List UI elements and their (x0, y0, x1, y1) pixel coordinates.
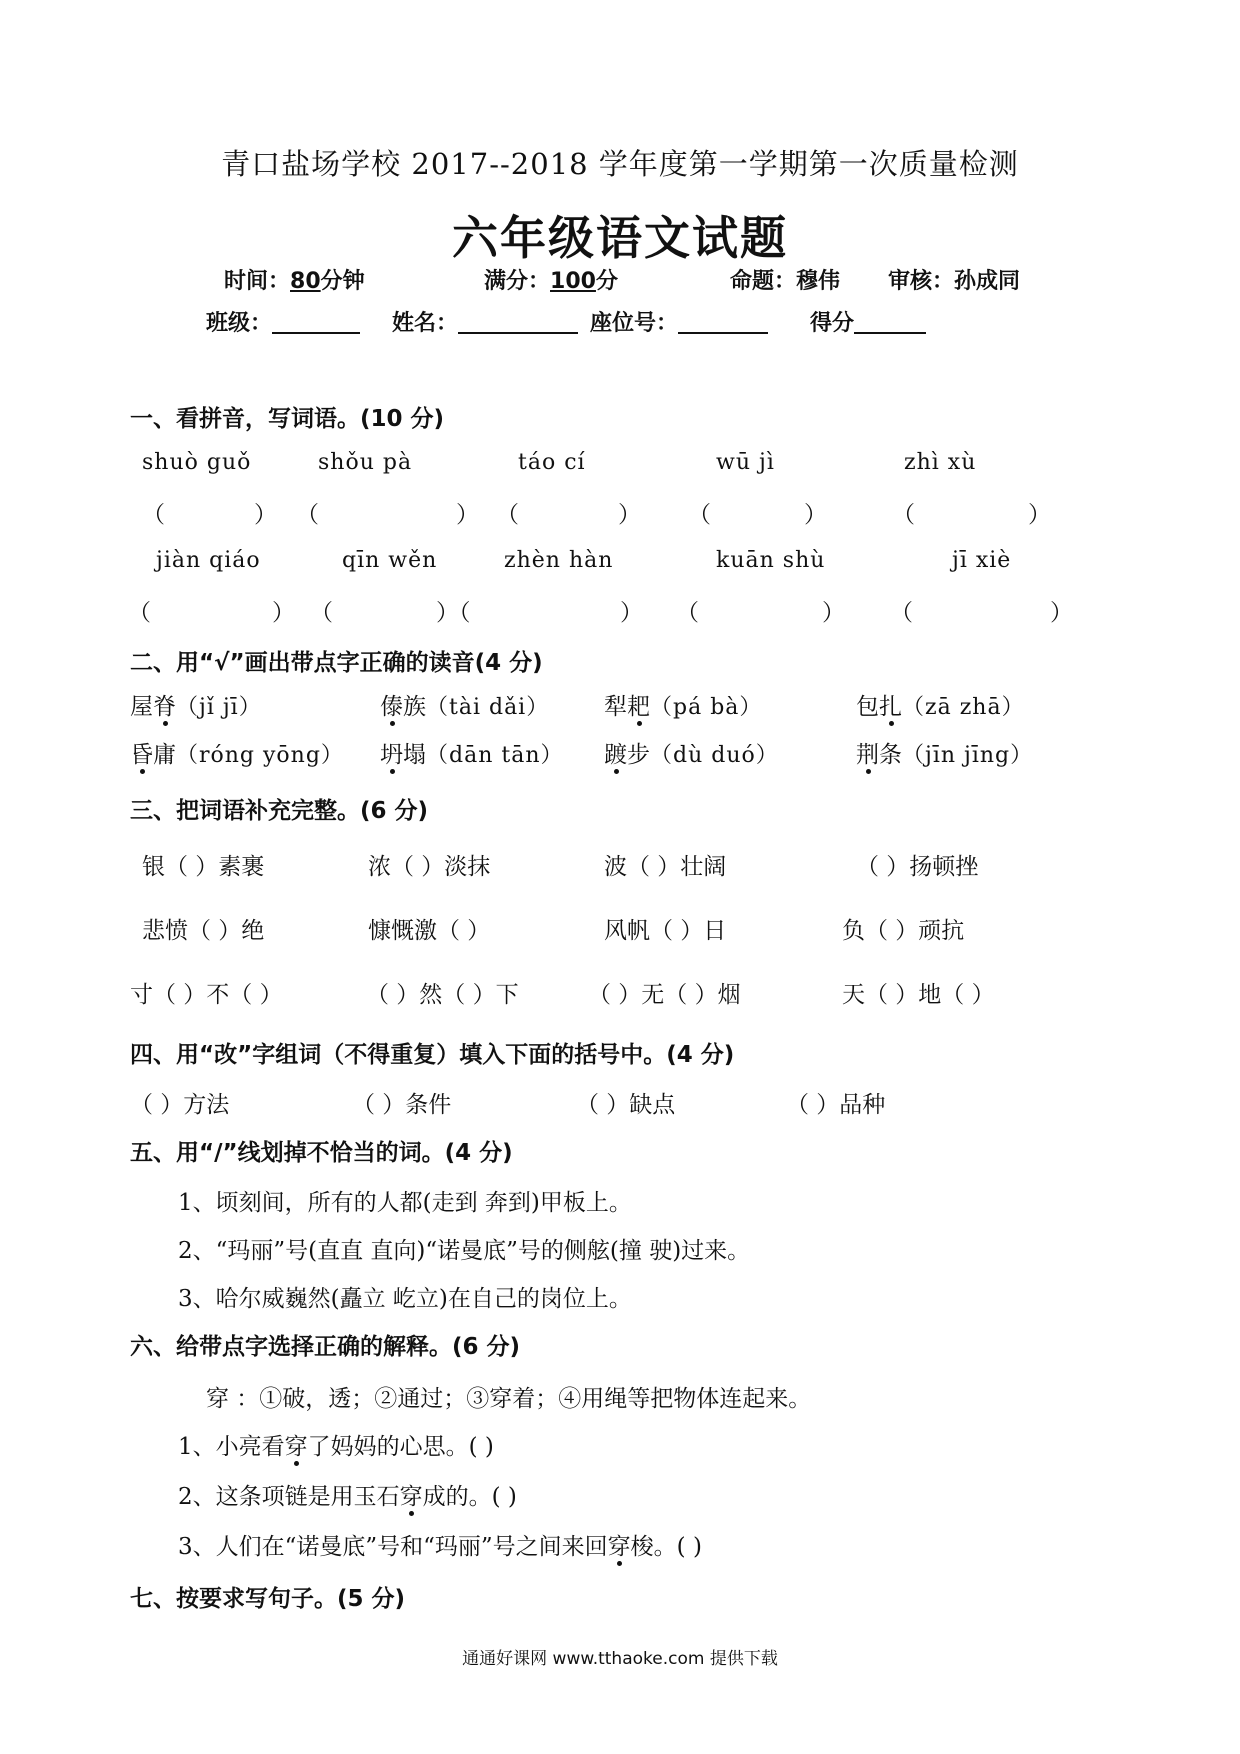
sentence-item[interactable]: 1、顷刻间，所有的人都(走到 奔到)甲板上。 (178, 1190, 632, 1216)
dotted-char: 穿 (399, 1484, 423, 1510)
reading-item[interactable]: 坍塌（dān tān） (380, 742, 564, 768)
dotted-char: 耙 (627, 694, 650, 720)
word-item[interactable]: （ ）缺点 (576, 1092, 676, 1118)
idiom-item[interactable]: 银（ ）素裹 (142, 854, 265, 880)
idiom-item[interactable]: （ ）扬顿挫 (856, 854, 979, 880)
answer-bracket[interactable]: （ (676, 600, 699, 626)
answer-bracket[interactable]: ） (618, 502, 641, 528)
section-7-heading: 七、按要求写句子。(5 分) (130, 1586, 406, 1612)
answer-bracket[interactable]: ） (620, 600, 643, 626)
sentence-item[interactable]: 3、人们在“诺曼底”号和“玛丽”号之间来回穿梭。( ) (178, 1534, 702, 1560)
answer-bracket[interactable]: ） (822, 600, 845, 626)
sentence-item[interactable]: 2、“玛丽”号(直直 直向)“诺曼底”号的侧舷(撞 驶)过来。 (178, 1238, 751, 1264)
class-field: 班级： (206, 306, 360, 337)
name-blank[interactable] (458, 312, 578, 334)
class-blank[interactable] (272, 312, 360, 334)
exam-title: 六年级语文试题 (452, 211, 788, 265)
sentence-item[interactable]: 3、哈尔威巍然(矗立 屹立)在自己的岗位上。 (178, 1286, 632, 1312)
reading-item[interactable]: 昏庸（róng yōng） (130, 742, 344, 768)
reading-item[interactable]: 傣族（tài dǎi） (380, 694, 550, 720)
page-footer: 通通好课网 www.tthaoke.com 提供下载 (462, 1649, 778, 1669)
time-value: 80 (290, 269, 321, 294)
answer-bracket[interactable]: ） (1028, 502, 1051, 528)
dotted-char: 穿 (607, 1534, 631, 1560)
answer-bracket[interactable]: （ (310, 600, 333, 626)
name-field: 姓名： (392, 306, 578, 337)
pinyin-item: jī xiè (952, 548, 1012, 573)
pinyin-item: qīn wěn (342, 548, 438, 573)
grade-blank[interactable] (854, 312, 926, 334)
idiom-item[interactable]: 慷慨激（ ） (368, 918, 491, 944)
dotted-char: 荆 (856, 742, 879, 768)
definition-line: 穿 ：①破，透；②通过；③穿着；④用绳等把物体连起来。 (206, 1386, 812, 1412)
answer-bracket[interactable]: ） (804, 502, 827, 528)
sentence-item[interactable]: 1、小亮看穿了妈妈的心思。( ) (178, 1434, 494, 1460)
idiom-item[interactable]: （ ）无（ ）烟 (588, 982, 741, 1008)
idiom-item[interactable]: 波（ ）壮阔 (604, 854, 727, 880)
reading-item[interactable]: 包扎（zā zhā） (856, 694, 1025, 720)
seat-blank[interactable] (678, 312, 768, 334)
section-4-heading: 四、用“改”字组词（不得重复）填入下面的括号中。(4 分) (130, 1042, 735, 1068)
reviewer-info: 审核：孙成同 (888, 269, 1021, 294)
section-3-heading: 三、把词语补充完整。(6 分) (130, 798, 429, 824)
reading-item[interactable]: 犁耙（pá bà） (604, 694, 763, 720)
answer-bracket[interactable]: （ (890, 600, 913, 626)
pinyin-item: zhì xù (904, 450, 977, 475)
idiom-item[interactable]: 悲愤（ ）绝 (142, 918, 265, 944)
answer-bracket[interactable]: ） (1050, 600, 1073, 626)
answer-bracket[interactable]: ）（ (436, 600, 471, 626)
pinyin-item: shuò guǒ (142, 450, 252, 475)
score-value: 100 (550, 269, 596, 294)
pinyin-item: shǒu pà (318, 450, 413, 475)
pinyin-item: zhèn hàn (504, 548, 614, 573)
grade-field: 得分 (810, 306, 926, 337)
answer-bracket[interactable]: （ (892, 502, 915, 528)
idiom-item[interactable]: 负（ ）顽抗 (842, 918, 965, 944)
sentence-item[interactable]: 2、这条项链是用玉石穿成的。( ) (178, 1484, 517, 1510)
pinyin-item: kuān shù (716, 548, 826, 573)
reading-item[interactable]: 荆条（jīn jīng） (856, 742, 1034, 768)
answer-bracket[interactable]: （ (128, 600, 151, 626)
answer-bracket[interactable]: （ (142, 502, 165, 528)
word-item[interactable]: （ ）方法 (130, 1092, 230, 1118)
dotted-char: 踱 (604, 742, 627, 768)
dotted-char: 昏 (130, 742, 153, 768)
school-heading: 青口盐场学校 2017--2018 学年度第一学期第一次质量检测 (221, 147, 1019, 181)
pinyin-item: wū jì (716, 450, 775, 475)
answer-bracket[interactable]: （ (688, 502, 711, 528)
answer-bracket[interactable]: （ (496, 502, 519, 528)
pinyin-item: táo cí (518, 450, 586, 475)
answer-bracket[interactable]: ） (272, 600, 295, 626)
section-2-heading: 二、用“√”画出带点字正确的读音(4 分) (130, 650, 543, 676)
answer-bracket[interactable]: ） (456, 502, 479, 528)
answer-bracket[interactable]: ） (254, 502, 277, 528)
dotted-char: 傣 (380, 694, 403, 720)
section-6-heading: 六、给带点字选择正确的解释。(6 分) (130, 1334, 521, 1360)
idiom-item[interactable]: （ ）然（ ）下 (366, 982, 519, 1008)
reading-item[interactable]: 踱步（dù duó） (604, 742, 779, 768)
word-item[interactable]: （ ）条件 (352, 1092, 452, 1118)
section-1-heading: 一、看拼音，写词语。(10 分) (130, 406, 445, 432)
author-info: 命题：穆伟 (730, 269, 841, 294)
dotted-char: 穿 (284, 1434, 308, 1460)
reading-item[interactable]: 屋脊（jǐ jī） (130, 694, 262, 720)
word-item[interactable]: （ ）品种 (786, 1092, 886, 1118)
idiom-item[interactable]: 寸（ ）不（ ） (130, 982, 283, 1008)
score-info: 满分：100分 (484, 269, 618, 294)
answer-bracket[interactable]: （ (296, 502, 319, 528)
time-info: 时间：80分钟 (224, 269, 365, 294)
idiom-item[interactable]: 浓（ ）淡抹 (368, 854, 491, 880)
dotted-char: 坍 (380, 742, 403, 768)
seat-field: 座位号： (590, 306, 768, 337)
dotted-char: 脊 (153, 694, 176, 720)
section-5-heading: 五、用“/”线划掉不恰当的词。(4 分) (130, 1140, 513, 1166)
idiom-item[interactable]: 风帆（ ）日 (604, 918, 727, 944)
pinyin-item: jiàn qiáo (156, 548, 261, 573)
dotted-char: 扎 (879, 694, 902, 720)
idiom-item[interactable]: 天（ ）地（ ） (842, 982, 995, 1008)
